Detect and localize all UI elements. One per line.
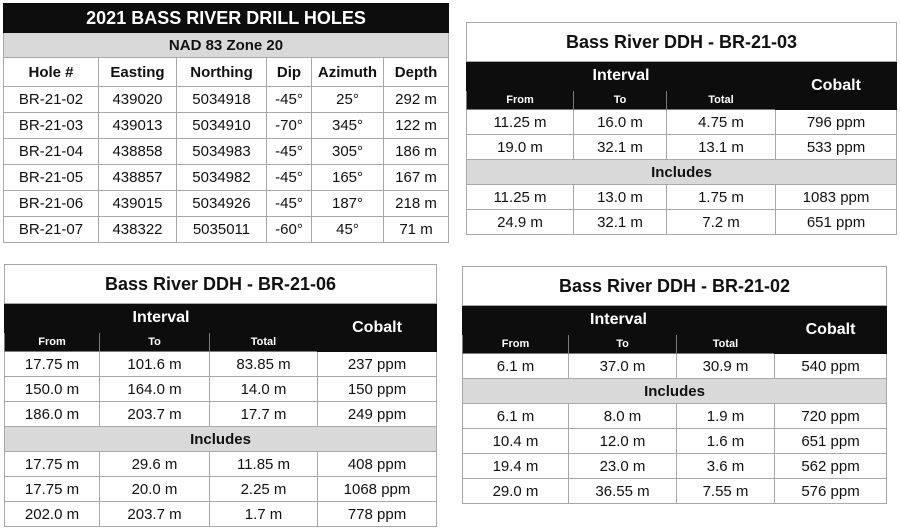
table-row (4, 87, 449, 113)
table-cell: -70° (267, 113, 312, 139)
column-header: Azimuth (312, 58, 384, 87)
table-cell: 14.0 m (210, 377, 318, 402)
table-cell: 540 ppm (775, 354, 887, 379)
table-cell: 165° (312, 165, 384, 191)
table-cell: 1.7 m (210, 502, 318, 527)
table-cell: 17.75 m (5, 452, 100, 477)
table-cell: 122 m (384, 113, 449, 139)
table-cell: 2.25 m (210, 477, 318, 502)
cobalt-header: Cobalt (775, 306, 887, 354)
table-cell: BR-21-02 (4, 87, 99, 113)
table-cell: 237 ppm (318, 352, 437, 377)
cobalt-header: Cobalt (776, 62, 897, 110)
table-cell: -45° (267, 165, 312, 191)
table-cell: 12.0 m (569, 429, 677, 454)
table-cell: 439013 (99, 113, 177, 139)
table-cell: 150.0 m (5, 377, 100, 402)
table-cell: 651 ppm (775, 429, 887, 454)
table-cell: 533 ppm (776, 135, 897, 160)
ddh-br-21-03-table (466, 22, 897, 235)
table-cell: 4.75 m (667, 110, 776, 135)
table-row (4, 165, 449, 191)
table-row (463, 429, 887, 454)
table-cell: 439020 (99, 87, 177, 113)
table-cell: 7.55 m (677, 479, 775, 504)
table-cell: 83.85 m (210, 352, 318, 377)
table-row (467, 210, 897, 235)
table-cell: 203.7 m (100, 402, 210, 427)
table-row (463, 454, 887, 479)
cobalt-header: Cobalt (318, 304, 437, 352)
table-cell: -45° (267, 139, 312, 165)
includes-label: Includes (463, 379, 887, 404)
interval-header: Interval (5, 304, 318, 333)
to-header: To (100, 333, 210, 352)
table-cell: 1.6 m (677, 429, 775, 454)
table-cell: 36.55 m (569, 479, 677, 504)
ddh-br-21-06-table (4, 264, 437, 527)
table-cell: 1083 ppm (776, 185, 897, 210)
table-row (4, 139, 449, 165)
table-cell: 1068 ppm (318, 477, 437, 502)
table-cell: 345° (312, 113, 384, 139)
table-cell: 8.0 m (569, 404, 677, 429)
table-cell: 16.0 m (574, 110, 667, 135)
table-cell: 438858 (99, 139, 177, 165)
table-cell: BR-21-07 (4, 217, 99, 243)
table-cell: 11.85 m (210, 452, 318, 477)
to-header: To (569, 335, 677, 354)
table-cell: 19.4 m (463, 454, 569, 479)
table-cell: 17.75 m (5, 477, 100, 502)
table-cell: 25° (312, 87, 384, 113)
table-cell: 202.0 m (5, 502, 100, 527)
total-header: Total (210, 333, 318, 352)
table-cell: 30.9 m (677, 354, 775, 379)
table-cell: 796 ppm (776, 110, 897, 135)
table-cell: 17.75 m (5, 352, 100, 377)
column-header: Depth (384, 58, 449, 87)
table-row (5, 452, 437, 477)
table-cell: 167 m (384, 165, 449, 191)
table-cell: 7.2 m (667, 210, 776, 235)
table-cell: 11.25 m (467, 110, 574, 135)
table-cell: 720 ppm (775, 404, 887, 429)
table-row (5, 402, 437, 427)
table-cell: 29.0 m (463, 479, 569, 504)
drill-holes-table (3, 3, 449, 243)
column-header: Easting (99, 58, 177, 87)
table-cell: 5034983 (177, 139, 267, 165)
table-cell: 203.7 m (100, 502, 210, 527)
table-cell: 19.0 m (467, 135, 574, 160)
table-cell: 45° (312, 217, 384, 243)
table-cell: BR-21-06 (4, 191, 99, 217)
to-header: To (574, 91, 667, 110)
table-cell: 37.0 m (569, 354, 677, 379)
drill-holes-header-row (4, 58, 449, 87)
table-row (467, 185, 897, 210)
table-cell: 5034982 (177, 165, 267, 191)
table-cell: -45° (267, 191, 312, 217)
table-cell: 439015 (99, 191, 177, 217)
table-cell: BR-21-03 (4, 113, 99, 139)
table-cell: 408 ppm (318, 452, 437, 477)
table-row (467, 110, 897, 135)
table-cell: 305° (312, 139, 384, 165)
table-cell: 292 m (384, 87, 449, 113)
table-cell: 186.0 m (5, 402, 100, 427)
table-cell: BR-21-05 (4, 165, 99, 191)
table-cell: 13.1 m (667, 135, 776, 160)
table-cell: 29.6 m (100, 452, 210, 477)
table-row (4, 113, 449, 139)
table-row (463, 404, 887, 429)
table-row (4, 217, 449, 243)
table-row (467, 135, 897, 160)
table-row (463, 354, 887, 379)
table-row (5, 477, 437, 502)
column-header: Northing (177, 58, 267, 87)
table-cell: 562 ppm (775, 454, 887, 479)
table-cell: 10.4 m (463, 429, 569, 454)
table-cell: BR-21-04 (4, 139, 99, 165)
table-cell: 5034926 (177, 191, 267, 217)
table-cell: 5035011 (177, 217, 267, 243)
table-cell: 187° (312, 191, 384, 217)
column-header: Dip (267, 58, 312, 87)
table-cell: 651 ppm (776, 210, 897, 235)
table-cell: 32.1 m (574, 135, 667, 160)
table-cell: 32.1 m (574, 210, 667, 235)
interval-header: Interval (467, 62, 776, 91)
table-cell: 150 ppm (318, 377, 437, 402)
table-cell: 186 m (384, 139, 449, 165)
table-cell: 13.0 m (574, 185, 667, 210)
table-row (4, 191, 449, 217)
table-cell: -60° (267, 217, 312, 243)
table-cell: 3.6 m (677, 454, 775, 479)
table-cell: 576 ppm (775, 479, 887, 504)
table-cell: 24.9 m (467, 210, 574, 235)
table-cell: 17.7 m (210, 402, 318, 427)
table-cell: 438857 (99, 165, 177, 191)
table-cell: 6.1 m (463, 354, 569, 379)
includes-label: Includes (467, 160, 897, 185)
includes-label: Includes (5, 427, 437, 452)
table-title: Bass River DDH - BR-21-06 (5, 265, 437, 304)
from-header: From (463, 335, 569, 354)
table-title: Bass River DDH - BR-21-03 (467, 23, 897, 62)
table-row (5, 377, 437, 402)
ddh-br-21-02-table (462, 266, 887, 504)
table-cell: 1.9 m (677, 404, 775, 429)
from-header: From (467, 91, 574, 110)
table-cell: 249 ppm (318, 402, 437, 427)
from-header: From (5, 333, 100, 352)
table-cell: 1.75 m (667, 185, 776, 210)
table-row (5, 352, 437, 377)
column-header: Hole # (4, 58, 99, 87)
table-cell: 5034910 (177, 113, 267, 139)
table-row (463, 479, 887, 504)
table-cell: -45° (267, 87, 312, 113)
table-cell: 6.1 m (463, 404, 569, 429)
table-cell: 101.6 m (100, 352, 210, 377)
table-title: Bass River DDH - BR-21-02 (463, 267, 887, 306)
table-cell: 20.0 m (100, 477, 210, 502)
table-row (5, 502, 437, 527)
drill-holes-subtitle: NAD 83 Zone 20 (4, 33, 449, 58)
table-cell: 778 ppm (318, 502, 437, 527)
table-cell: 218 m (384, 191, 449, 217)
table-cell: 438322 (99, 217, 177, 243)
drill-holes-title: 2021 BASS RIVER DRILL HOLES (4, 4, 449, 33)
table-cell: 23.0 m (569, 454, 677, 479)
interval-header: Interval (463, 306, 775, 335)
table-cell: 71 m (384, 217, 449, 243)
total-header: Total (677, 335, 775, 354)
table-cell: 164.0 m (100, 377, 210, 402)
table-cell: 11.25 m (467, 185, 574, 210)
table-cell: 5034918 (177, 87, 267, 113)
total-header: Total (667, 91, 776, 110)
